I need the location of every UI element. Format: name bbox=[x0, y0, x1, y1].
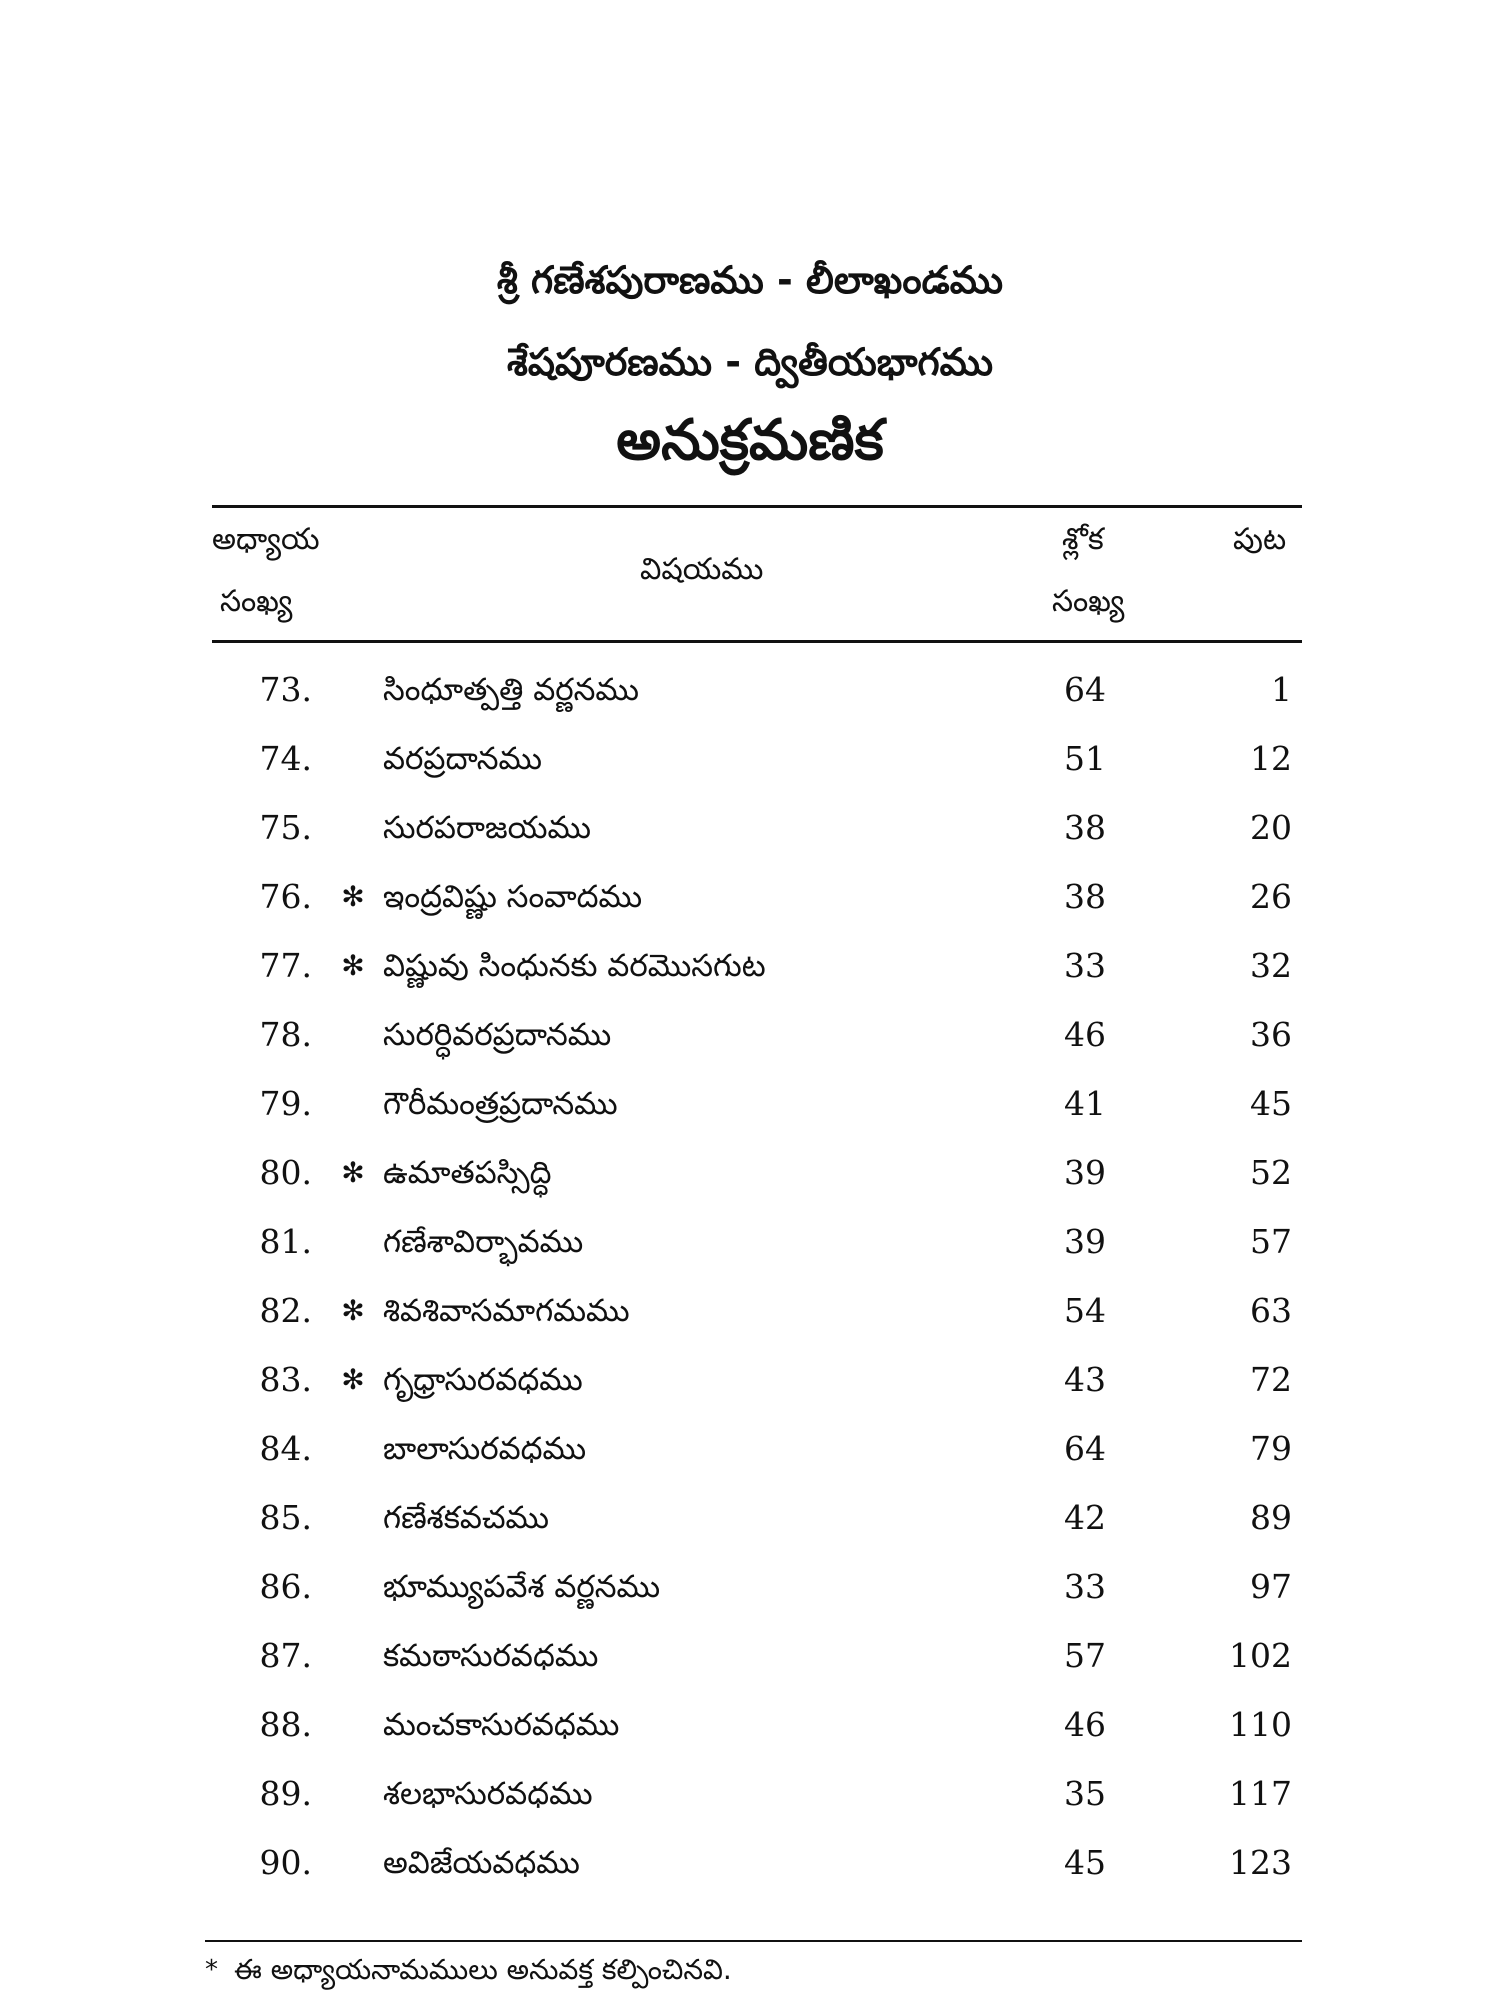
table-row bbox=[0, 936, 1500, 996]
asterisk-icon: ✻ bbox=[341, 1294, 365, 1327]
chapter-subject: మంచకాసురవధము bbox=[383, 1707, 620, 1743]
shloka-count: 38 bbox=[1064, 877, 1106, 916]
chapter-subject: బాలాసురవధము bbox=[383, 1431, 587, 1467]
table-row bbox=[0, 729, 1500, 789]
table-row bbox=[0, 1143, 1500, 1203]
chapter-subject: సురర్ధివరప్రదానము bbox=[383, 1017, 612, 1053]
column-header-shloka-sankhya: సంఖ్య bbox=[1052, 584, 1125, 619]
chapter-number: 84. bbox=[259, 1429, 312, 1468]
asterisk-icon: ✻ bbox=[341, 1156, 365, 1189]
chapter-subject: శలభాసురవధము bbox=[383, 1776, 593, 1812]
chapter-number: 78. bbox=[259, 1015, 312, 1054]
table-row bbox=[0, 1005, 1500, 1065]
column-header-shloka: శ్లోక bbox=[1062, 522, 1104, 557]
book-subtitle: శేషపూరణము - ద్వితీయభాగము bbox=[506, 340, 994, 384]
footnote bbox=[205, 1950, 732, 1990]
page-number: 72 bbox=[1250, 1360, 1292, 1399]
page-number: 79 bbox=[1250, 1429, 1292, 1468]
page-number: 32 bbox=[1250, 946, 1292, 985]
page-number: 57 bbox=[1250, 1222, 1292, 1261]
shloka-count: 57 bbox=[1064, 1636, 1106, 1675]
footnote-rule bbox=[205, 1940, 1302, 1942]
chapter-number: 76. bbox=[259, 877, 312, 916]
chapter-number: 74. bbox=[259, 739, 312, 778]
chapter-number: 89. bbox=[259, 1774, 312, 1813]
chapter-number: 86. bbox=[259, 1567, 312, 1606]
page-number: 89 bbox=[1250, 1498, 1292, 1537]
chapter-subject: సురపరాజయము bbox=[383, 810, 592, 846]
column-header-puta: పుట bbox=[1233, 522, 1287, 557]
chapter-subject: గృధ్రాసురవధము bbox=[383, 1362, 583, 1398]
table-row bbox=[0, 1695, 1500, 1755]
page-number: 97 bbox=[1250, 1567, 1292, 1606]
chapter-subject: గణేశావిర్భావము bbox=[383, 1224, 584, 1260]
shloka-count: 43 bbox=[1064, 1360, 1106, 1399]
table-row bbox=[0, 1488, 1500, 1548]
shloka-count: 39 bbox=[1064, 1222, 1106, 1261]
footnote-asterisk-icon: * bbox=[205, 1955, 218, 1985]
page-number: 117 bbox=[1229, 1774, 1292, 1813]
chapter-number: 81. bbox=[259, 1222, 312, 1261]
shloka-count: 35 bbox=[1064, 1774, 1106, 1813]
asterisk-icon: ✻ bbox=[341, 880, 365, 913]
table-row bbox=[0, 1626, 1500, 1686]
chapter-subject: అవిజేయవధము bbox=[383, 1845, 580, 1881]
table-row bbox=[0, 1281, 1500, 1341]
page-number: 102 bbox=[1229, 1636, 1292, 1675]
page-number: 1 bbox=[1271, 670, 1292, 709]
table-header-rule bbox=[212, 640, 1302, 643]
table-row bbox=[0, 1350, 1500, 1410]
book-title: శ్రీ గణేశపురాణము - లీలాఖండము bbox=[496, 258, 1004, 302]
chapter-number: 82. bbox=[259, 1291, 312, 1330]
shloka-count: 54 bbox=[1064, 1291, 1106, 1330]
page-title: అనుక్రమణిక bbox=[616, 408, 884, 473]
page-number: 20 bbox=[1250, 808, 1292, 847]
chapter-number: 90. bbox=[259, 1843, 312, 1882]
chapter-number: 87. bbox=[259, 1636, 312, 1675]
table-row bbox=[0, 1074, 1500, 1134]
chapter-number: 73. bbox=[259, 670, 312, 709]
chapter-subject: ఉమాతపస్సిద్ధి bbox=[383, 1155, 552, 1191]
page-number: 36 bbox=[1250, 1015, 1292, 1054]
shloka-count: 46 bbox=[1064, 1015, 1106, 1054]
table-row bbox=[0, 798, 1500, 858]
asterisk-icon: ✻ bbox=[341, 949, 365, 982]
asterisk-icon: ✻ bbox=[341, 1363, 365, 1396]
table-row bbox=[0, 1419, 1500, 1479]
column-header-adhyaya-sankhya: సంఖ్య bbox=[220, 584, 293, 619]
table-row bbox=[0, 1557, 1500, 1617]
shloka-count: 39 bbox=[1064, 1153, 1106, 1192]
chapter-number: 85. bbox=[259, 1498, 312, 1537]
chapter-subject: శివశివాసమాగమము bbox=[383, 1293, 630, 1329]
shloka-count: 33 bbox=[1064, 1567, 1106, 1606]
page-number: 45 bbox=[1250, 1084, 1292, 1123]
page-number: 52 bbox=[1250, 1153, 1292, 1192]
chapter-subject: వరప్రదానము bbox=[383, 741, 543, 777]
table-row bbox=[0, 1764, 1500, 1824]
page-number: 63 bbox=[1250, 1291, 1292, 1330]
table-row bbox=[0, 1833, 1500, 1893]
table-row bbox=[0, 1212, 1500, 1272]
column-header-vishayamu: విషయము bbox=[640, 552, 764, 587]
shloka-count: 45 bbox=[1064, 1843, 1106, 1882]
chapter-subject: ఇంద్రవిష్ణు సంవాదము bbox=[383, 879, 643, 915]
table-top-rule bbox=[212, 505, 1302, 508]
shloka-count: 42 bbox=[1064, 1498, 1106, 1537]
page-number: 110 bbox=[1229, 1705, 1292, 1744]
shloka-count: 33 bbox=[1064, 946, 1106, 985]
shloka-count: 64 bbox=[1064, 1429, 1106, 1468]
chapter-subject: గౌరీమంత్రప్రదానము bbox=[383, 1086, 618, 1122]
chapter-number: 79. bbox=[259, 1084, 312, 1123]
table-row bbox=[0, 660, 1500, 720]
shloka-count: 46 bbox=[1064, 1705, 1106, 1744]
footnote-text: ఈ అధ్యాయనామములు అనువక్త కల్పించినవి. bbox=[234, 1953, 732, 1986]
chapter-subject: విష్ణువు సింధునకు వరమొసగుట bbox=[383, 948, 766, 984]
shloka-count: 41 bbox=[1064, 1084, 1106, 1123]
chapter-number: 75. bbox=[259, 808, 312, 847]
table-row bbox=[0, 867, 1500, 927]
column-header-adhyaya: అధ్యాయ bbox=[212, 522, 320, 557]
chapter-number: 88. bbox=[259, 1705, 312, 1744]
shloka-count: 64 bbox=[1064, 670, 1106, 709]
page-number: 26 bbox=[1250, 877, 1292, 916]
chapter-subject: కమఠాసురవధము bbox=[383, 1638, 599, 1674]
chapter-number: 80. bbox=[259, 1153, 312, 1192]
chapter-subject: గణేశకవచము bbox=[383, 1500, 550, 1536]
chapter-subject: భూమ్యుపవేశ వర్ణనము bbox=[383, 1569, 661, 1605]
shloka-count: 51 bbox=[1064, 739, 1106, 778]
chapter-number: 83. bbox=[259, 1360, 312, 1399]
page-number: 12 bbox=[1250, 739, 1292, 778]
shloka-count: 38 bbox=[1064, 808, 1106, 847]
page-number: 123 bbox=[1229, 1843, 1292, 1882]
chapter-subject: సింధూత్పత్తి వర్ణనము bbox=[383, 672, 639, 708]
chapter-number: 77. bbox=[259, 946, 312, 985]
